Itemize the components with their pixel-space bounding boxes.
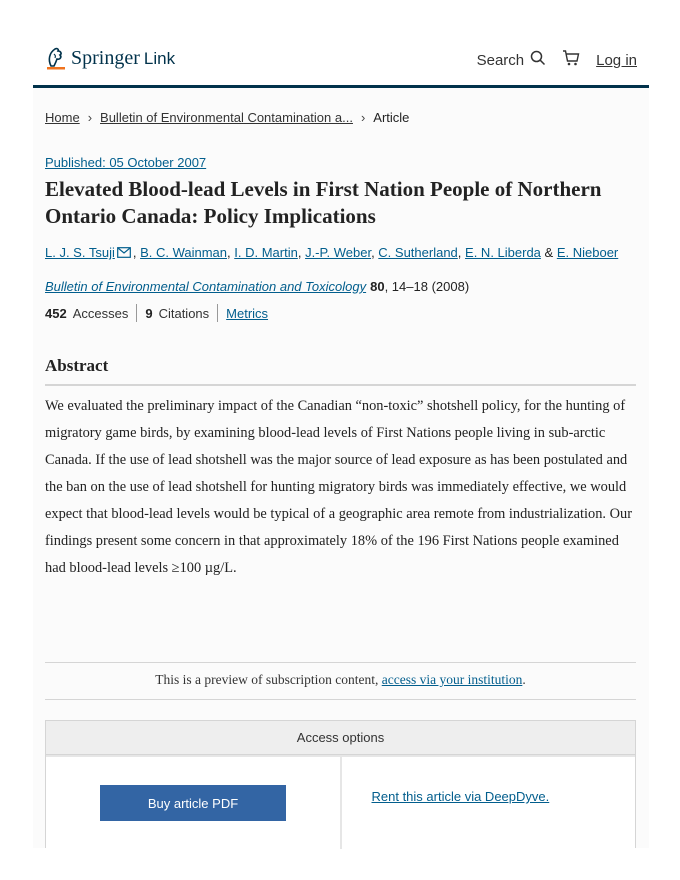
author-link[interactable]: C. Sutherland <box>378 245 458 260</box>
login-link[interactable]: Log in <box>596 51 637 69</box>
author-link[interactable]: E. Nieboer <box>556 245 619 260</box>
preview-notice <box>45 672 636 688</box>
divider <box>45 384 636 386</box>
accesses-label: Accesses <box>72 305 129 321</box>
journal-link[interactable]: Bulletin of Environmental Contamination and Toxicology <box>45 279 367 294</box>
cart-icon[interactable] <box>562 50 580 70</box>
divider <box>45 699 636 700</box>
springer-horse-icon <box>45 46 67 70</box>
breadcrumb-current: Article <box>373 110 410 125</box>
chevron-right-icon: › <box>360 110 366 125</box>
breadcrumb-home[interactable]: Home <box>45 110 80 125</box>
rent-deepdyve-link[interactable]: Rent this article via DeepDyve. <box>371 789 550 804</box>
search-icon <box>530 50 546 70</box>
metrics-link[interactable]: Metrics <box>226 305 269 321</box>
divider <box>217 304 218 322</box>
logo-subtext: Link <box>143 48 176 68</box>
breadcrumb <box>45 110 409 125</box>
author-link[interactable]: E. N. Liberda <box>465 245 541 260</box>
buy-option <box>46 757 340 849</box>
citations-count: 9 <box>145 305 153 321</box>
author-list: L. J. S. Tsuji , B. C. Wainman, I. D. Martin, J.-P. Weber, C. Sutherland, E. N. Liberda & E. Nieboer <box>45 245 619 260</box>
author-link[interactable]: I. D. Martin <box>234 245 298 260</box>
journal-volume: 80 <box>370 279 385 294</box>
chevron-right-icon: › <box>87 110 93 125</box>
site-header <box>33 40 649 88</box>
search-label: Search <box>476 51 525 69</box>
author-link[interactable]: J.-P. Weber <box>305 245 372 260</box>
logo-text: Springer <box>71 46 140 69</box>
accesses-count: 452 <box>45 305 67 321</box>
published-date[interactable]: Published: 05 October 2007 <box>45 155 207 170</box>
abstract-heading: Abstract <box>45 356 109 375</box>
author-link[interactable]: B. C. Wainman <box>140 245 228 260</box>
preview-text: This is a preview of subscription content, <box>155 672 379 687</box>
author-ampersand: & <box>544 245 554 260</box>
search-button[interactable] <box>477 50 547 70</box>
access-options-heading: Access options <box>46 721 635 755</box>
access-options <box>45 720 636 848</box>
author-link[interactable]: L. J. S. Tsuji <box>45 245 115 260</box>
divider <box>136 304 137 322</box>
springer-link-logo[interactable] <box>45 46 175 70</box>
abstract-text: We evaluated the preliminary impact of the Canadian “non-toxic” shotshell policy, for the hunting of migratory game birds, by examining blood-lead levels of First Nations people living in sub-arctic Canada. If the use of lead shotshell was the major source of lead exposure as has been postulated and the ban on the use of lead shotshell for hunting migratory birds was immediately effective, we would expect that blood-lead levels would be typical of a geographic area remote from industrialization. Our findings present some concern in that approximately 18% of the 196 First Nations people examined had blood-lead levels ≥100 µg/L. <box>45 398 633 576</box>
preview-end: . <box>522 672 526 687</box>
breadcrumb-journal[interactable]: Bulletin of Environmental Contamination a... <box>100 110 353 125</box>
rent-option <box>342 757 636 849</box>
article-title: Elevated Blood-lead Levels in First Nation People of Northern Ontario Canada: Policy Implications <box>45 177 602 228</box>
journal-citation <box>45 279 469 294</box>
citations-label: Citations <box>158 305 210 321</box>
article-content <box>33 88 649 848</box>
institution-access-link[interactable]: access via your institution <box>381 672 523 687</box>
journal-pages: , 14–18 (2008) <box>384 279 470 294</box>
article-metrics <box>45 304 268 322</box>
buy-pdf-button[interactable]: Buy article PDF <box>100 785 286 821</box>
mail-icon[interactable] <box>117 246 131 261</box>
divider <box>45 662 636 663</box>
